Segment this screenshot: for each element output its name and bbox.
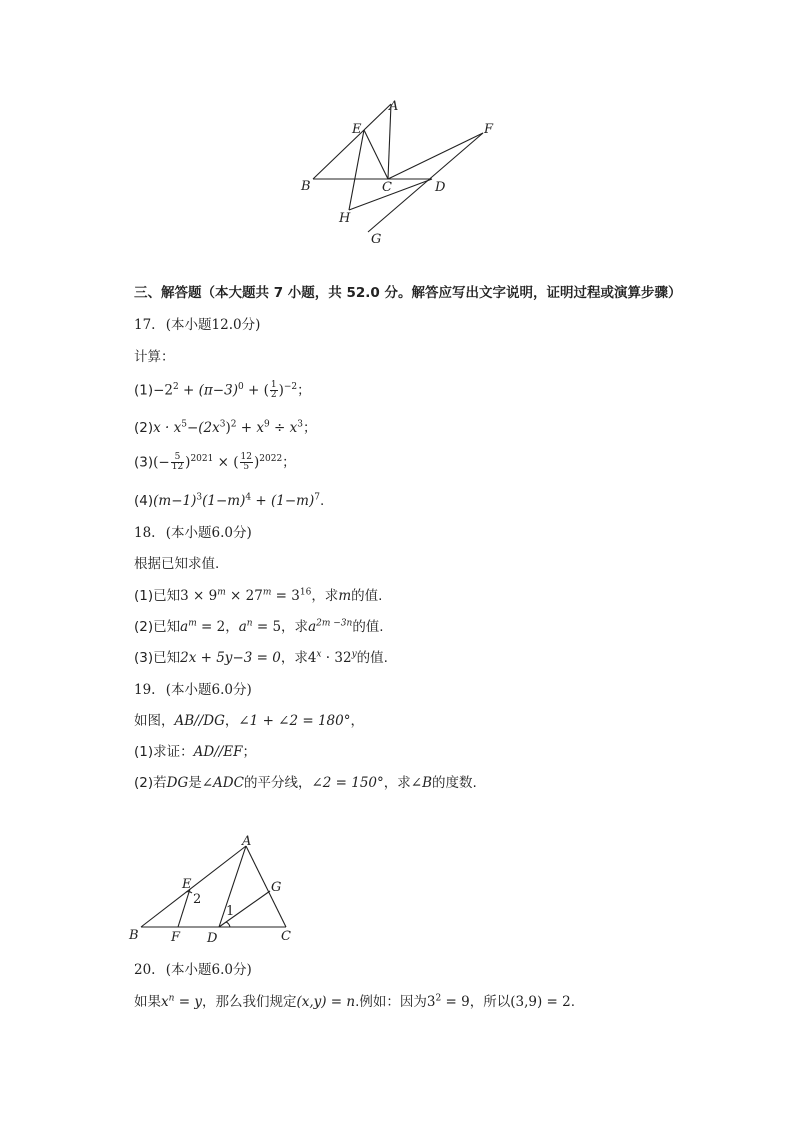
q17-part-2: $(2)x \cdot x^5-(2x^3)^2 + x^9 \div x^3$； [134, 419, 317, 436]
q17-part-1: $(1)-2^2 + (\pi-3)^0$ + ( $\frac{1}{2}$ )$^{-2}$； [134, 380, 311, 400]
label-A: A [242, 834, 252, 849]
label-1: 1 [226, 904, 235, 919]
question-score: (本小题6.0分) [165, 962, 252, 978]
segment-AC [388, 104, 391, 179]
label-D: D [207, 931, 218, 946]
question-number: 18. [134, 525, 156, 541]
q19-part-1: (1)求证：AD//EF； [134, 744, 257, 760]
question-18-header [134, 524, 252, 542]
label-F: F [484, 122, 494, 137]
geometry-figure-2 [125, 830, 300, 948]
question-score: (本小题6.0分) [165, 525, 252, 541]
label-2: 2 [193, 892, 202, 907]
question-18-intro: 根据已知求值. [134, 556, 220, 572]
question-number: 20. [134, 962, 156, 978]
label-F: F [171, 930, 181, 945]
question-20-header [134, 961, 252, 979]
q19-part-2: (2)若DG是∠ADC的平分线，∠2 = 150°，求∠B的度数. [134, 775, 477, 791]
question-number: 17. [134, 317, 156, 333]
section-heading: 三、解答题（本大题共 7 小题，共 52.0 分。解答应写出文字说明，证明过程或演算步骤） [134, 285, 682, 301]
geometry-figure-1 [290, 95, 510, 250]
question-17-intro: 计算： [134, 349, 175, 365]
segment-EC [364, 130, 388, 179]
label-B: B [301, 179, 311, 194]
label-C: C [382, 180, 392, 195]
q18-part-2: (2)已知$a^m = 2$，$a^n = 5$，求$a^{2m -3n}$的值. [134, 618, 384, 635]
label-B: B [129, 928, 139, 943]
label-G: G [271, 880, 282, 895]
question-19-header [134, 681, 252, 699]
label-H: H [339, 211, 351, 226]
q17-part-4: $(4)(m-1)^3(1-m)^4 + (1-m)^7$. [134, 492, 325, 509]
label-A: A [389, 99, 399, 114]
question-number: 19. [134, 682, 156, 698]
question-score: (本小题6.0分) [165, 682, 252, 698]
label-E: E [352, 122, 362, 137]
angle-1-arc [226, 922, 230, 927]
segment-CF [388, 133, 483, 179]
segment-EF [178, 889, 190, 927]
label-C: C [281, 929, 291, 944]
question-19-intro: 如图，AB//DG，∠1 + ∠2 = 180°， [134, 713, 364, 729]
q18-part-1: (1)已知$3 \times 9^m \times 27^m = 3^{16}$，求m的值. [134, 587, 383, 604]
q17-part-3: (3)(− $\frac{5}{12}$ )$^{2021}$ × ( $\frac{12}{5}$ )$^{2022}$； [134, 452, 296, 472]
question-score: (本小题12.0分) [165, 317, 261, 333]
question-17-header [134, 316, 260, 334]
label-E: E [182, 877, 192, 892]
segment-EA [364, 104, 391, 130]
label-G: G [371, 232, 382, 247]
label-D: D [435, 180, 446, 195]
q18-part-3: (3)已知2x + 5y−3 = 0，求$4^x \cdot 32^y$的值. [134, 649, 388, 666]
question-20-text: 如果$x^n = y$，那么我们规定(x,y) = n.例如：因为$3^2 = 9$，所以(3,9) = 2. [134, 993, 576, 1010]
